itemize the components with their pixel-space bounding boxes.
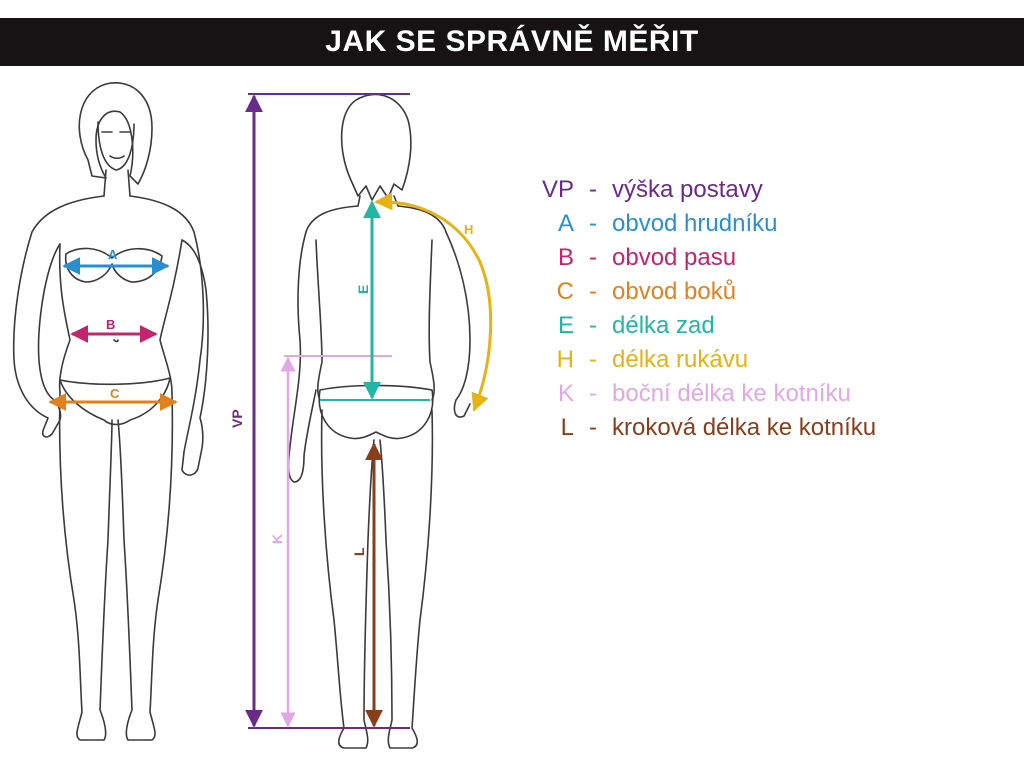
legend-dash: -: [589, 380, 597, 407]
back-right-arm: [446, 232, 470, 417]
back-right-leg: [380, 410, 432, 748]
front-right-arm: [130, 196, 208, 475]
legend-desc: výška postavy: [612, 176, 763, 203]
front-navel: [114, 340, 118, 342]
legend-code: E: [557, 312, 574, 339]
legend-code: L: [560, 414, 574, 441]
front-left-leg: [60, 392, 112, 740]
legend-dash: -: [589, 346, 597, 373]
page-title: JAK SE SPRÁVNĚ MĚŘIT: [325, 25, 699, 58]
back-figure: [289, 94, 474, 748]
label-L: L: [351, 547, 367, 556]
front-figure: [14, 83, 208, 740]
front-right-leg: [118, 392, 172, 740]
label-VP: VP: [229, 409, 245, 428]
label-H: H: [464, 222, 474, 237]
label-B: B: [106, 317, 116, 332]
legend-code: K: [557, 380, 574, 407]
legend-row-b: [526, 244, 1006, 278]
legend-desc: obvod boků: [612, 278, 737, 305]
legend-desc: délka zad: [612, 312, 715, 339]
front-mouth: [110, 156, 124, 158]
legend-desc: kroková délka ke kotníku: [612, 414, 877, 441]
front-face: [98, 122, 134, 170]
legend-row-a: [526, 210, 1006, 244]
legend-row-vp: [526, 176, 1006, 210]
legend: [526, 176, 1006, 448]
back-torso-right: [429, 240, 434, 400]
label-A: A: [108, 247, 118, 262]
back-briefs: [319, 386, 433, 439]
back-hair: [342, 94, 411, 200]
legend-code: C: [556, 278, 574, 305]
back-left-leg: [322, 410, 374, 748]
legend-desc: obvod hrudníku: [612, 210, 778, 237]
legend-desc: boční délka ke kotníku: [612, 380, 851, 407]
back-torso-left: [316, 240, 322, 400]
front-torso-right: [160, 240, 182, 392]
legend-dash: -: [589, 244, 597, 271]
legend-row-h: [526, 346, 1006, 380]
legend-row-l: [526, 414, 1006, 448]
legend-dash: -: [589, 278, 597, 305]
back-measurements: [229, 94, 491, 728]
legend-row-e: [526, 312, 1006, 346]
legend-code: A: [557, 210, 574, 237]
front-hair: [79, 83, 152, 184]
front-neck: [104, 170, 130, 196]
legend-row-c: [526, 278, 1006, 312]
legend-dash: -: [589, 312, 597, 339]
label-E: E: [355, 284, 371, 294]
legend-dash: -: [589, 210, 597, 237]
legend-dash: -: [589, 414, 597, 441]
legend-row-k: [526, 380, 1006, 414]
legend-dash: -: [589, 176, 597, 203]
legend-code: VP: [541, 176, 574, 203]
legend-desc: obvod pasu: [612, 244, 737, 271]
legend-code: B: [557, 244, 574, 271]
legend-desc: délka rukávu: [612, 346, 749, 373]
legend-code: H: [556, 346, 574, 373]
label-C: C: [110, 386, 120, 401]
label-K: K: [269, 533, 285, 544]
